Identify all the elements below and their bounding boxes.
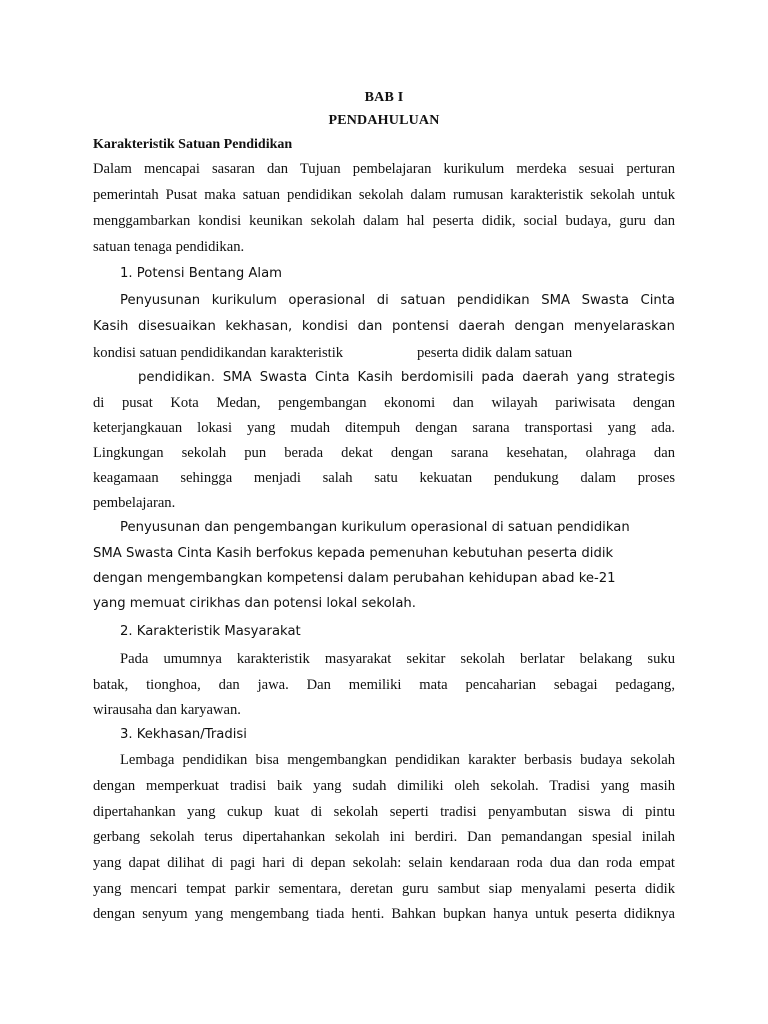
item-1-line: pembelajaran. bbox=[93, 495, 176, 511]
intro-line: satuan tenaga pendidikan. bbox=[93, 239, 245, 255]
item-1-line: keterjangkauan lokasi yang mudah ditempuh dengan sarana transportasi yang ada. bbox=[93, 420, 675, 436]
section-title: Karakteristik Satuan Pendidikan bbox=[93, 137, 293, 152]
item-1-line: SMA Swasta Cinta Kasih berfokus kepada pemenuhan kebutuhan peserta didik bbox=[93, 546, 614, 561]
item-1-line: di pusat Kota Medan, pengembangan ekonomi dan wilayah pariwisata dengan bbox=[93, 395, 675, 411]
item-2-line: wirausaha dan karyawan. bbox=[93, 702, 241, 718]
item-1-line: dengan mengembangkan kompetensi dalam perubahan kehidupan abad ke-21 bbox=[93, 571, 616, 586]
item-3-line: yang dapat dilihat di pagi hari di depan sekolah: selain kendaraan roda dua dan roda empat bbox=[93, 855, 675, 871]
item-2-title: 2. Karakteristik Masyarakat bbox=[120, 624, 301, 639]
item-2-line: batak, tionghoa, dan jawa. Dan memiliki mata pencaharian sebagai pedagang, bbox=[93, 677, 675, 693]
intro-line: Dalam mencapai sasaran dan Tujuan pembelajaran kurikulum merdeka sesuai perturan bbox=[93, 161, 675, 177]
intro-line: menggambarkan kondisi keunikan sekolah dalam hal peserta didik, social budaya, guru dan bbox=[93, 213, 675, 229]
item-1-line: kondisi satuan pendidikandan karakteristik bbox=[93, 345, 344, 361]
item-1-line: Penyusunan dan pengembangan kurikulum operasional di satuan pendidikan bbox=[120, 520, 630, 535]
item-3-line: dengan memperkuat tradisi baik yang sudah dimiliki oleh sekolah. Tradisi yang masih bbox=[93, 778, 675, 794]
chapter-title: PENDAHULUAN bbox=[328, 113, 440, 128]
item-1-line: pendidikan. SMA Swasta Cinta Kasih berdomisili pada daerah yang strategis bbox=[138, 370, 675, 385]
item-1-line: Lingkungan sekolah pun berada dekat dengan sarana kesehatan, olahraga dan bbox=[93, 445, 675, 461]
item-3-line: dipertahankan yang cukup kuat di sekolah seperti tradisi penyambutan siswa di pintu bbox=[93, 804, 675, 820]
item-1-line: yang memuat cirikhas dan potensi lokal sekolah. bbox=[93, 596, 416, 611]
item-1-title: 1. Potensi Bentang Alam bbox=[120, 266, 282, 281]
chapter-number: BAB I bbox=[364, 90, 404, 105]
item-1-line: keagamaan sehingga menjadi salah satu kekuatan pendukung dalam proses bbox=[93, 470, 675, 486]
item-3-line: yang mencari tempat parkir sementara, deretan guru sambut siap menyalami peserta didik bbox=[93, 881, 675, 897]
item-1-line: peserta didik dalam satuan bbox=[417, 345, 573, 361]
intro-line: pemerintah Pusat maka satuan pendidikan sekolah dalam rumusan karakteristik sekolah untuk bbox=[93, 187, 675, 203]
item-3-line: gerbang sekolah terus dipertahankan sekolah ini berdiri. Dan pemandangan spesial inilah bbox=[93, 829, 675, 845]
item-1-line: Penyusunan kurikulum operasional di satuan pendidikan SMA Swasta Cinta bbox=[120, 293, 675, 308]
item-3-line: Lembaga pendidikan bisa mengembangkan pendidikan karakter berbasis budaya sekolah bbox=[120, 752, 675, 768]
item-2-line: Pada umumnya karakteristik masyarakat sekitar sekolah berlatar belakang suku bbox=[120, 651, 675, 667]
item-3-line: dengan senyum yang mengembang tiada henti. Bahkan bupkan hanya untuk peserta didiknya bbox=[93, 906, 675, 922]
item-3-title: 3. Kekhasan/Tradisi bbox=[120, 727, 247, 742]
item-1-line: Kasih disesuaikan kekhasan, kondisi dan pontensi daerah dengan menyelaraskan bbox=[93, 319, 675, 334]
